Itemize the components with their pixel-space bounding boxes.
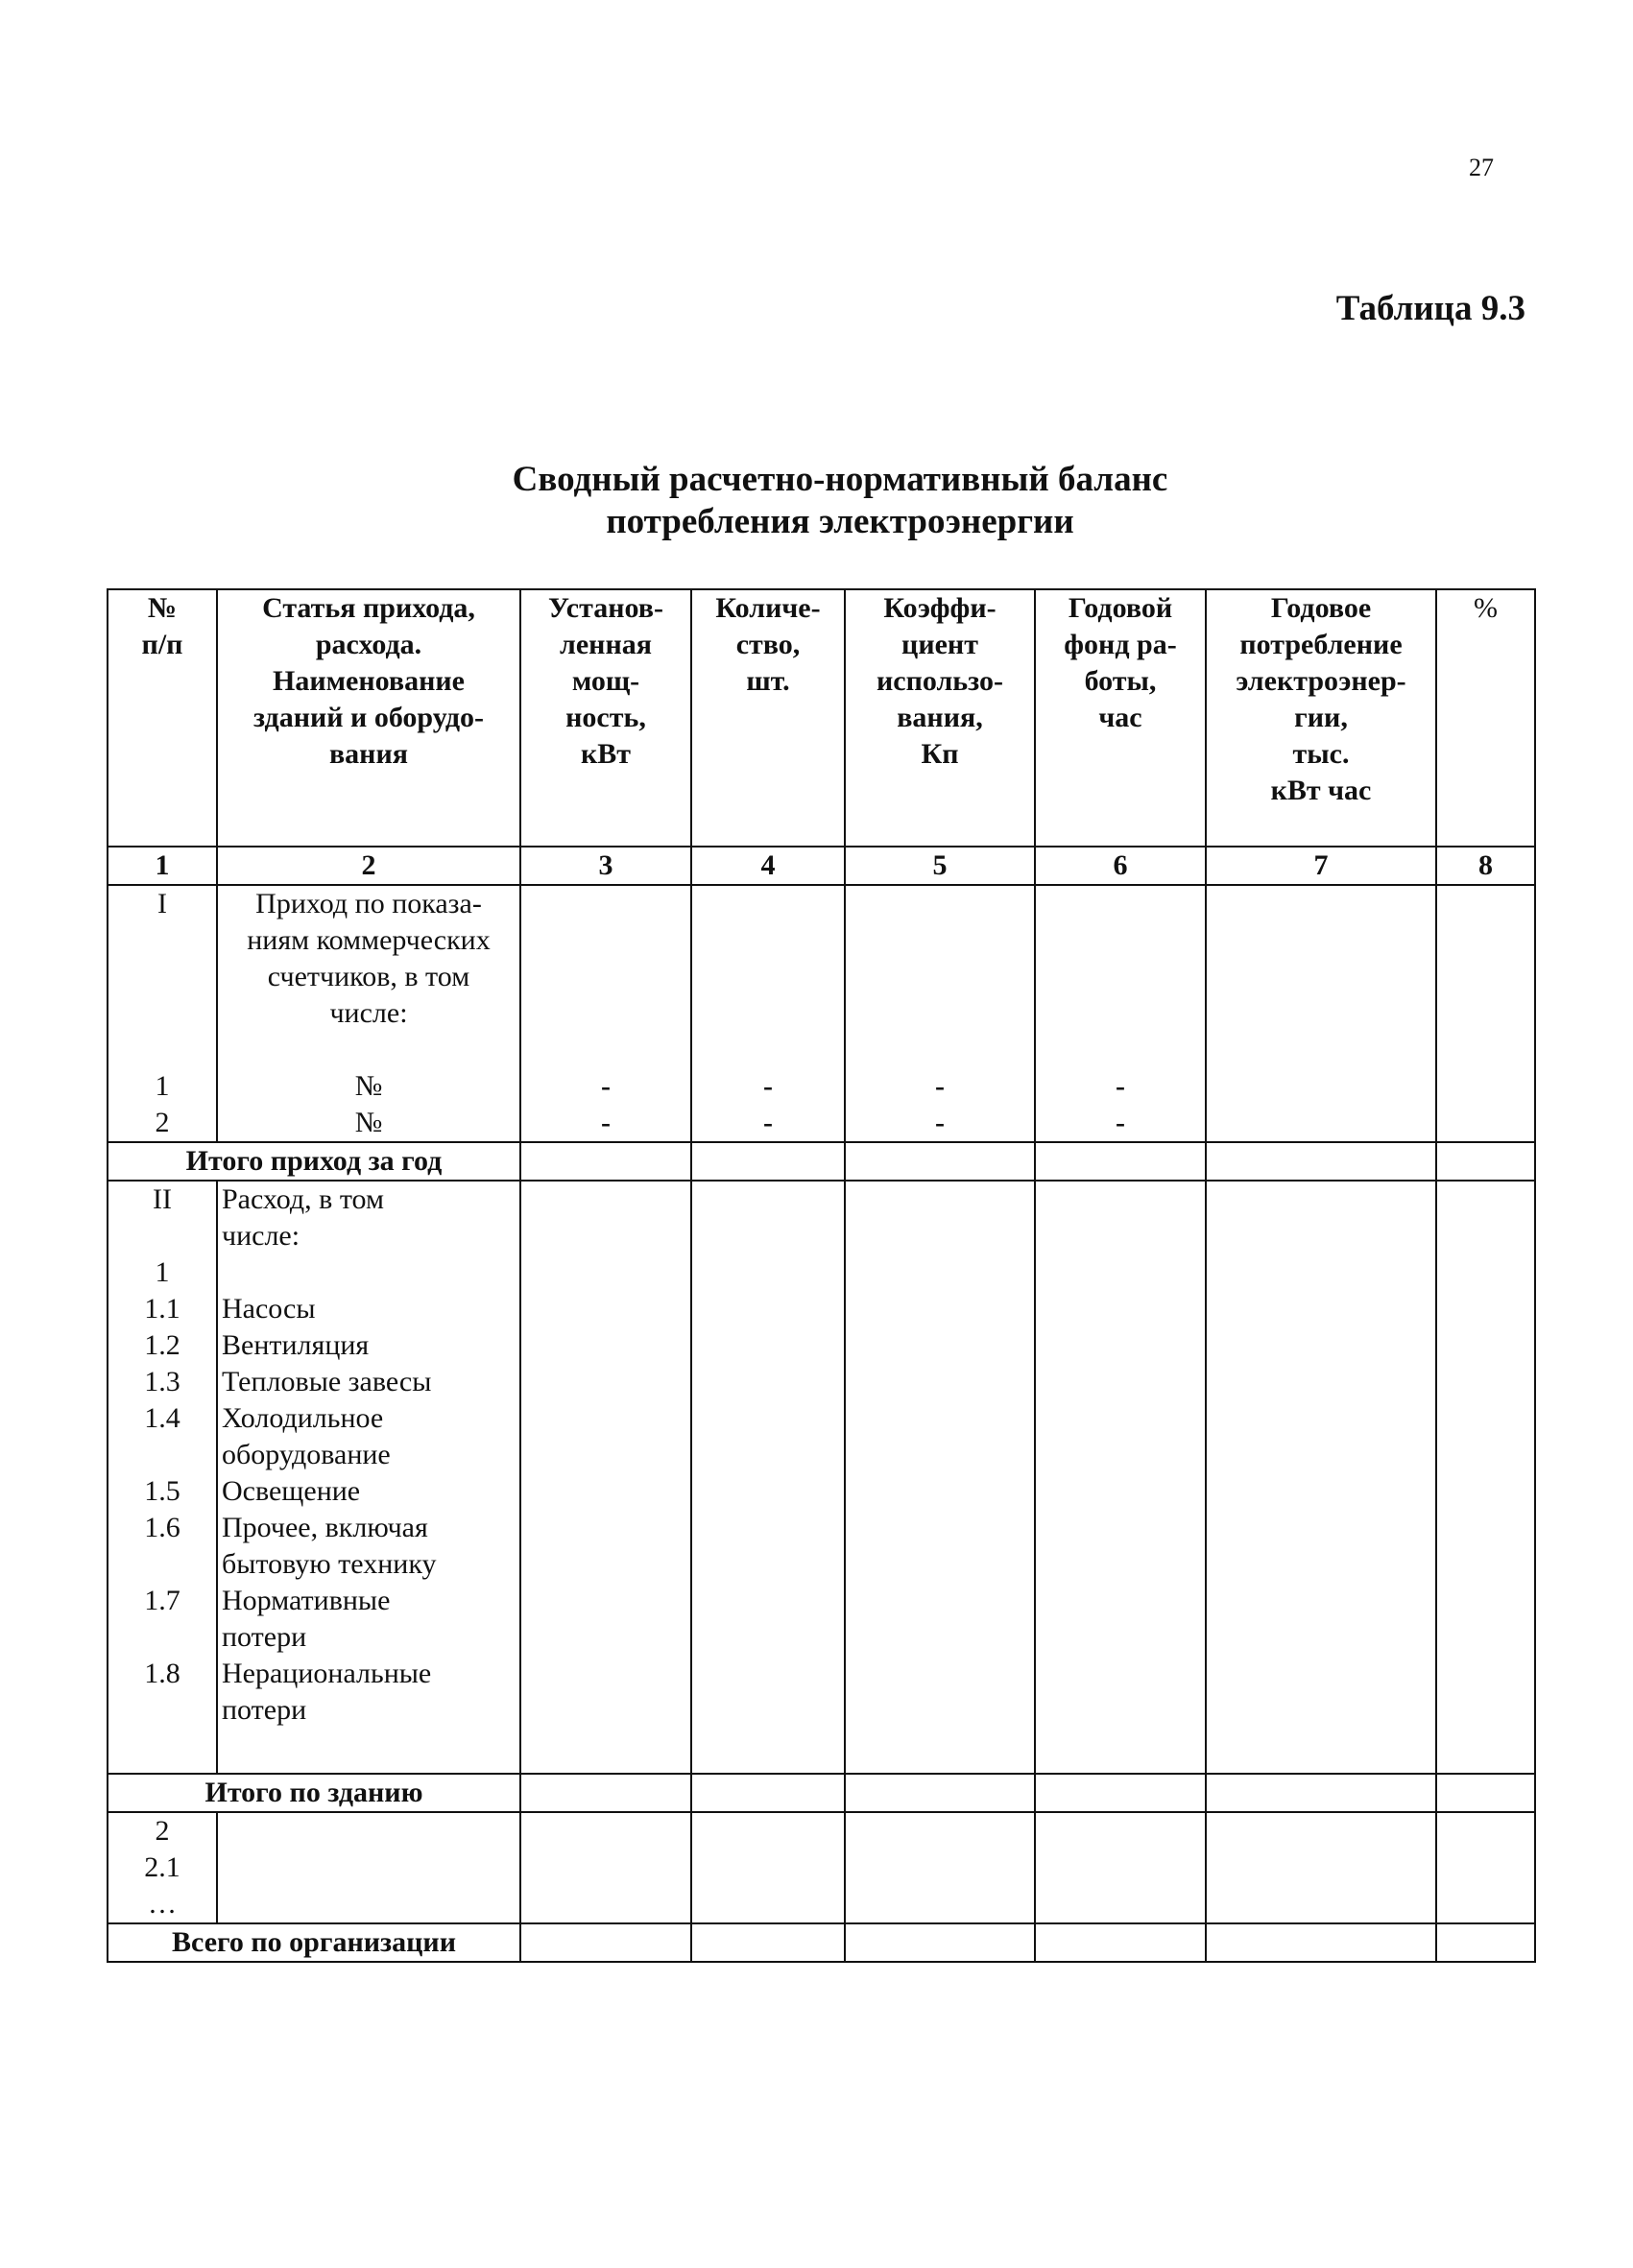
header-cell-annual-hours: Годовой фонд ра- боты, час	[1035, 589, 1206, 847]
column-number: 1	[108, 847, 217, 885]
total-cell	[520, 1142, 691, 1181]
expense-percent-cell	[1436, 1181, 1535, 1774]
income-section-row	[108, 885, 1535, 1142]
grand-total-label: Всего по организации	[108, 1923, 520, 1962]
total-cell	[691, 1923, 845, 1962]
header-cell-power: Установ- ленная мощ- ность, кВт	[520, 589, 691, 847]
income-articles-cell: Приход по показа- ниям коммерческих счетчиков, в том числе: № №	[217, 885, 520, 1142]
building-total-label: Итого по зданию	[108, 1774, 520, 1812]
header-row	[108, 589, 1535, 847]
income-percent-cell	[1436, 885, 1535, 1142]
income-total-row	[108, 1142, 1535, 1181]
income-hours-cell: - -	[1035, 885, 1206, 1142]
total-cell	[1436, 1774, 1535, 1812]
column-number: 8	[1436, 847, 1535, 885]
total-cell	[1035, 1142, 1206, 1181]
building2-cell	[845, 1812, 1035, 1923]
column-number: 7	[1206, 847, 1436, 885]
building2-cell	[520, 1812, 691, 1923]
total-cell	[1206, 1923, 1436, 1962]
expense-quantity-cell	[691, 1181, 845, 1774]
header-cell-quantity: Количе- ство, шт.	[691, 589, 845, 847]
header-cell-usage-coefficient: Коэффи- циент использо- вания, Кп	[845, 589, 1035, 847]
column-number: 2	[217, 847, 520, 885]
total-cell	[1035, 1774, 1206, 1812]
header-cell-annual-consumption: Годовое потребление электроэнер- гии, тыс. кВт час	[1206, 589, 1436, 847]
total-cell	[520, 1923, 691, 1962]
total-cell	[845, 1923, 1035, 1962]
table-title	[346, 459, 1334, 543]
balance-table	[107, 588, 1536, 1963]
grand-total-row	[108, 1923, 1535, 1962]
expense-numbers-cell: II 1 1.1 1.2 1.3 1.4 1.5 1.6 1.7 1.8	[108, 1181, 217, 1774]
building2-article-cell	[217, 1812, 520, 1923]
income-consumption-cell	[1206, 885, 1436, 1142]
building2-cell	[1206, 1812, 1436, 1923]
building2-cell	[691, 1812, 845, 1923]
header-cell-percent: %	[1436, 589, 1535, 847]
total-cell	[691, 1142, 845, 1181]
total-cell	[520, 1774, 691, 1812]
total-cell	[691, 1774, 845, 1812]
income-coefficient-cell: - -	[845, 885, 1035, 1142]
income-numbers-cell: I 1 2	[108, 885, 217, 1142]
column-number-row	[108, 847, 1535, 885]
title-line: потребления электроэнергии	[606, 502, 1074, 541]
expense-articles-cell: Расход, в том числе: Насосы Вентиляция Тепловые завесы Холодильное оборудование Освещение Прочее, включая бытовую технику Нормативные потери Нерациональные потери	[217, 1181, 520, 1774]
column-number: 3	[520, 847, 691, 885]
expense-consumption-cell	[1206, 1181, 1436, 1774]
building2-cell	[1035, 1812, 1206, 1923]
income-power-cell: - -	[520, 885, 691, 1142]
building-total-row	[108, 1774, 1535, 1812]
table-label: Таблица 9.3	[1335, 289, 1525, 328]
income-total-label: Итого приход за год	[108, 1142, 520, 1181]
expense-hours-cell	[1035, 1181, 1206, 1774]
total-cell	[845, 1142, 1035, 1181]
income-quantity-cell: - -	[691, 885, 845, 1142]
header-cell-number: № п/п	[108, 589, 217, 847]
total-cell	[1436, 1142, 1535, 1181]
expense-power-cell	[520, 1181, 691, 1774]
building2-numbers-cell: 2 2.1 …	[108, 1812, 217, 1923]
expense-coefficient-cell	[845, 1181, 1035, 1774]
total-cell	[845, 1774, 1035, 1812]
expense-section-row	[108, 1181, 1535, 1774]
column-number: 6	[1035, 847, 1206, 885]
total-cell	[1035, 1923, 1206, 1962]
column-number: 5	[845, 847, 1035, 885]
total-cell	[1436, 1923, 1535, 1962]
building2-row	[108, 1812, 1535, 1923]
title-line: Сводный расчетно-нормативный баланс	[512, 460, 1168, 499]
total-cell	[1206, 1774, 1436, 1812]
total-cell	[1206, 1142, 1436, 1181]
column-number: 4	[691, 847, 845, 885]
header-cell-article: Статья прихода, расхода. Наименование зданий и оборудо- вания	[217, 589, 520, 847]
building2-cell	[1436, 1812, 1535, 1923]
page-number: 27	[1469, 154, 1494, 181]
